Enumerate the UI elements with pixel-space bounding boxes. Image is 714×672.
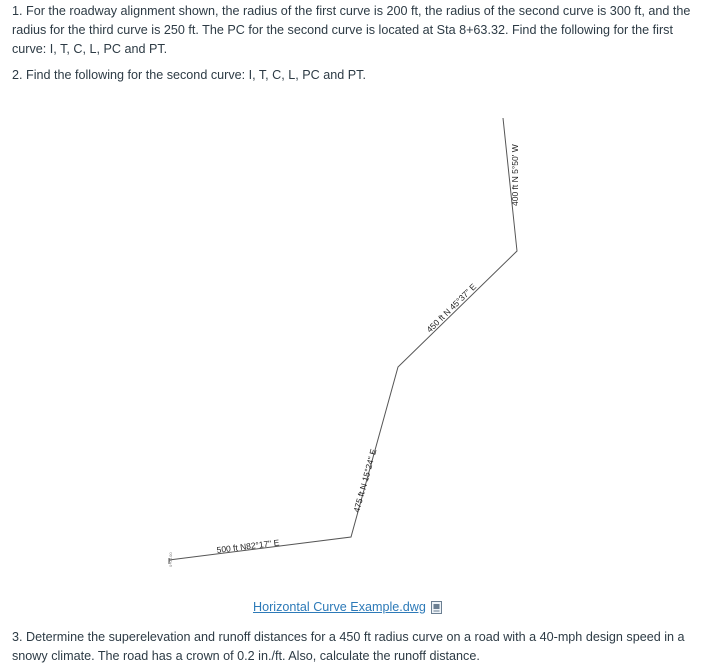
- segment-2-label: 475 ft N 15°24" E: [351, 447, 379, 514]
- question-3-text: 3. Determine the superelevation and runoff distances for a 450 ft radius curve on a road with a 40-mph design speed in a snowy climate. The road has a crown of 0.2 in./ft. Also, calculate the runoff distance.: [12, 630, 685, 663]
- attachment-row: [253, 600, 442, 614]
- segment-1-label: 500 ft N82°17" E: [216, 537, 280, 555]
- start-station-label: 0+00.00: [168, 552, 173, 567]
- segment-3-label: 450 ft N 45°37" E: [424, 281, 479, 335]
- question-2-text: 2. Find the following for the second curve: I, T, C, L, PC and PT.: [12, 68, 366, 82]
- alignment-polyline: [169, 118, 517, 560]
- dwg-file-link[interactable]: Horizontal Curve Example.dwg: [253, 600, 426, 614]
- file-preview-icon[interactable]: [431, 601, 442, 614]
- segment-4-label: 400 ft N 5°50' W: [510, 144, 520, 206]
- question-1-text: 1. For the roadway alignment shown, the radius of the first curve is 200 ft, the radius of the second curve is 300 ft, and the radius for the third curve is 250 ft. The PC for the second curve is located at Sta 8+63.32. Find the following for the first curve: I, T, C, L, PC and PT.: [12, 4, 691, 56]
